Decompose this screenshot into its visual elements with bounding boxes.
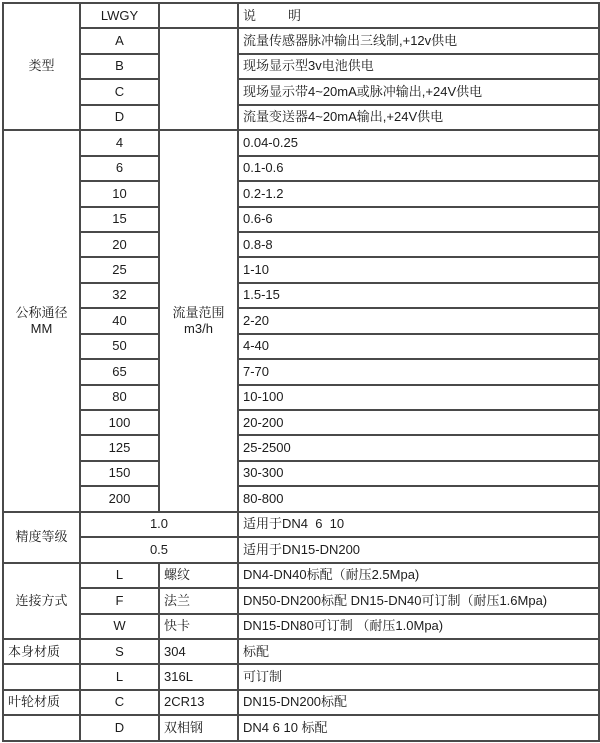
table-row: [3, 461, 599, 486]
table-row: [3, 512, 599, 537]
dn-cell: 125: [80, 435, 159, 460]
connection-name-cell: 螺纹: [159, 563, 238, 588]
connection-desc-cell: DN4-DN40标配（耐压2.5Mpa): [238, 563, 599, 588]
impeller-material-section-label: 叶轮材质: [3, 690, 80, 715]
flow-range-cell: 0.6-6: [238, 207, 599, 232]
dn-cell: 10: [80, 181, 159, 206]
accuracy-section-label: 精度等级: [3, 512, 80, 563]
table-row: [3, 54, 599, 79]
table-row: [3, 410, 599, 435]
type-desc-cell: 流量传感器脉冲输出三线制,+12v供电: [238, 28, 599, 53]
table-row: [3, 181, 599, 206]
material-name-cell: 2CR13: [159, 690, 238, 715]
accuracy-desc-cell: 适用于DN15-DN200: [238, 537, 599, 562]
table-row: [3, 435, 599, 460]
table-row: [3, 614, 599, 639]
connection-desc-cell: DN15-DN80可订制 （耐压1.0Mpa): [238, 614, 599, 639]
type-code-cell: B: [80, 54, 159, 79]
table-row: [3, 105, 599, 130]
dn-cell: 50: [80, 334, 159, 359]
type-desc-cell: 流量变送器4~20mA输出,+24V供电: [238, 105, 599, 130]
table-row: [3, 639, 599, 664]
type-section-label: 类型: [3, 3, 80, 130]
connection-desc-cell: DN50-DN200标配 DN15-DN40可订制（耐压1.6Mpa): [238, 588, 599, 613]
dn-cell: 80: [80, 385, 159, 410]
connection-code-cell: F: [80, 588, 159, 613]
diameter-label-line1: 公称通径: [15, 304, 68, 320]
table-row: [3, 486, 599, 511]
model-header-cell: LWGY: [80, 3, 159, 28]
material-code-cell: D: [80, 715, 159, 740]
type-desc-cell: 现场显示型3v电池供电: [238, 54, 599, 79]
dn-cell: 65: [80, 359, 159, 384]
table-row: [3, 3, 599, 28]
material-name-cell: 316L: [159, 664, 238, 689]
connection-section-label: 连接方式: [3, 563, 80, 639]
dn-cell: 20: [80, 232, 159, 257]
flow-range-cell: 1-10: [238, 257, 599, 282]
type-code-cell: D: [80, 105, 159, 130]
material-name-cell: 双相钢: [159, 715, 238, 740]
dn-cell: 100: [80, 410, 159, 435]
flow-range-cell: 20-200: [238, 410, 599, 435]
type-code-cell: C: [80, 79, 159, 104]
material-name-cell: 304: [159, 639, 238, 664]
flow-range-cell: 0.04-0.25: [238, 130, 599, 155]
material-code-cell: C: [80, 690, 159, 715]
accuracy-value-cell: 0.5: [80, 537, 238, 562]
flow-range-cell: 2-20: [238, 308, 599, 333]
dn-cell: 15: [80, 207, 159, 232]
flow-range-cell: 0.8-8: [238, 232, 599, 257]
accuracy-desc-cell: 适用于DN4 6 10: [238, 512, 599, 537]
description-header-cell: 说明: [238, 3, 599, 28]
body-material-section-label: 本身材质: [3, 639, 80, 664]
type-code-cell: A: [80, 28, 159, 53]
table-row: [3, 232, 599, 257]
dn-cell: 150: [80, 461, 159, 486]
flow-range-label-cell: [159, 130, 238, 512]
dn-cell: 4: [80, 130, 159, 155]
flow-range-cell: 4-40: [238, 334, 599, 359]
flow-range-label-line2: m3/h: [184, 320, 213, 336]
material-desc-cell: 可订制: [238, 664, 599, 689]
spec-table: [2, 2, 600, 742]
empty-cell: [3, 664, 80, 689]
empty-cell: [159, 28, 238, 130]
flow-range-cell: 80-800: [238, 486, 599, 511]
connection-name-cell: 快卡: [159, 614, 238, 639]
table-row: [3, 130, 599, 155]
dn-cell: 200: [80, 486, 159, 511]
dn-cell: 25: [80, 257, 159, 282]
connection-code-cell: W: [80, 614, 159, 639]
material-code-cell: S: [80, 639, 159, 664]
table-row: [3, 588, 599, 613]
flow-range-cell: 10-100: [238, 385, 599, 410]
empty-header-cell: [159, 3, 238, 28]
flow-range-cell: 0.1-0.6: [238, 156, 599, 181]
flow-range-cell: 0.2-1.2: [238, 181, 599, 206]
table-row: [3, 690, 599, 715]
material-desc-cell: DN4 6 10 标配: [238, 715, 599, 740]
flow-range-cell: 30-300: [238, 461, 599, 486]
diameter-section-label: [3, 130, 80, 512]
material-desc-cell: 标配: [238, 639, 599, 664]
type-desc-cell: 现场显示带4~20mA或脉冲输出,+24V供电: [238, 79, 599, 104]
table-row: [3, 537, 599, 562]
table-row: [3, 283, 599, 308]
table-row: [3, 156, 599, 181]
material-desc-cell: DN15-DN200标配: [238, 690, 599, 715]
table-row: [3, 207, 599, 232]
dn-cell: 40: [80, 308, 159, 333]
table-row: [3, 308, 599, 333]
table-row: [3, 28, 599, 53]
connection-name-cell: 法兰: [159, 588, 238, 613]
dn-cell: 6: [80, 156, 159, 181]
accuracy-value-cell: 1.0: [80, 512, 238, 537]
flow-range-cell: 7-70: [238, 359, 599, 384]
table-row: [3, 715, 599, 740]
flow-range-cell: 1.5-15: [238, 283, 599, 308]
flow-range-label-line1: 流量范围: [172, 304, 225, 320]
flow-range-cell: 25-2500: [238, 435, 599, 460]
table-row: [3, 563, 599, 588]
table-row: [3, 664, 599, 689]
material-code-cell: L: [80, 664, 159, 689]
table-row: [3, 257, 599, 282]
table-row: [3, 359, 599, 384]
empty-cell: [3, 715, 80, 740]
connection-code-cell: L: [80, 563, 159, 588]
table-row: [3, 79, 599, 104]
dn-cell: 32: [80, 283, 159, 308]
table-row: [3, 385, 599, 410]
diameter-label-line2: MM: [30, 320, 53, 336]
table-row: [3, 334, 599, 359]
